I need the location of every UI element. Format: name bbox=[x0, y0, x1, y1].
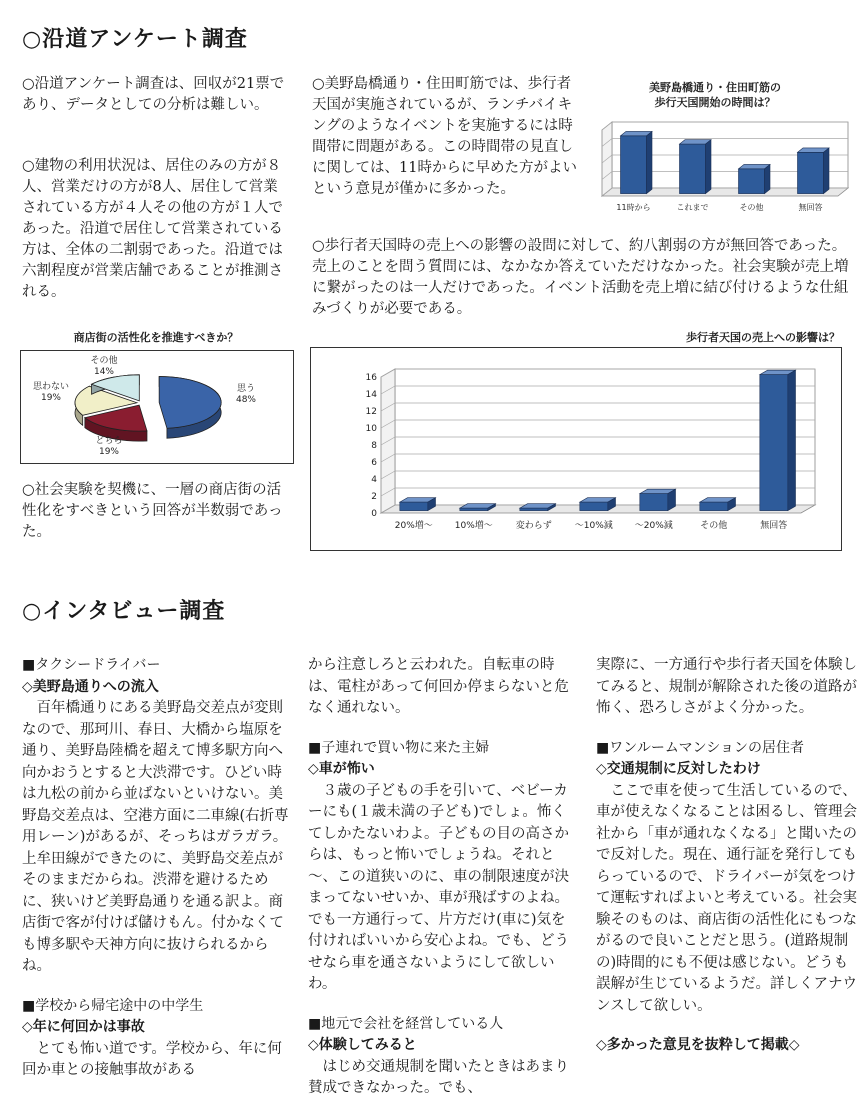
y-tick-label: 10 bbox=[365, 424, 377, 434]
interview-heading: ◇交通規制に反対したわけ bbox=[596, 761, 761, 777]
pie-label: 14% bbox=[93, 367, 115, 377]
bar bbox=[739, 169, 765, 194]
interview-column-3 bbox=[596, 655, 858, 1057]
interviewee-label: ■ワンルームマンションの居住者 bbox=[596, 739, 804, 756]
x-tick-label: 変わらず bbox=[515, 521, 552, 531]
bar bbox=[760, 375, 788, 511]
sales-chart-title: 歩行者天国の売上への影響は？ bbox=[686, 331, 840, 344]
x-tick-label: 10%増～ bbox=[454, 521, 493, 531]
pie-label: 48% bbox=[235, 395, 257, 405]
y-tick-label: 6 bbox=[371, 458, 377, 468]
y-tick-label: 8 bbox=[371, 441, 377, 451]
interview-heading: ◇車が怖い bbox=[308, 761, 375, 777]
interview-column-2 bbox=[308, 655, 580, 1100]
interview-text: ここで車を使って生活しているので、車が使えなくなることは困るし、管理会社から「車が通れなくなる」と聞いたので反対した。現在、通行証を発行してもらっているので、ドライバーが気をつけて運転すればよいと考えている。社会実験そのものは、商店街の活性化にもつながるので良いことだと思う。(道路規制の)時間的にも不便は感じない。どうも誤解が生じているようだ。詳しくアナウンスして欲しい。 bbox=[596, 782, 857, 1014]
interview-text: 百年橋通りにある美野島交差点が変則なので、那珂川、春日、大橋から塩原を通り、美野島陸橋を超えて博多駅方向へ向かおうとすると大渋滞です。ひどい時は九松の前から並ばないといけない。美野島交差点は、空港方面に二車線(右折専用レーン)があるが、そっちはガラガラ。上牟田線ができたのに、美野島交差点がそのままだからね。渋滞を避けるために、狭いけど美野島通りを通る訳よ。商店街で客が付けば儲けもん。付かなくても博多駅や天神方向に抜けられるからね。 bbox=[22, 700, 289, 974]
column-spacer bbox=[308, 720, 580, 738]
bar-side bbox=[706, 140, 712, 194]
pie-label: どちら bbox=[95, 436, 123, 446]
time-chart bbox=[588, 112, 860, 232]
bar bbox=[460, 508, 488, 511]
bar bbox=[700, 502, 728, 511]
bar bbox=[798, 152, 824, 193]
pie-chart bbox=[21, 351, 293, 463]
sales-chart-frame bbox=[310, 347, 842, 551]
x-tick-label: これまで bbox=[676, 203, 709, 212]
interview-heading: ◇年に何回かは事故 bbox=[22, 1019, 145, 1035]
y-tick-label: 0 bbox=[371, 509, 377, 519]
bar bbox=[680, 144, 706, 194]
y-tick-label: 14 bbox=[365, 390, 377, 400]
interviewee-label: ■タクシードライバー bbox=[22, 657, 161, 673]
interviewee-label: ■子連れで買い物に来た主婦 bbox=[308, 739, 490, 756]
pie-chart-title: 商店街の活性化を推進すべきか？ bbox=[73, 331, 239, 344]
column-spacer bbox=[596, 720, 858, 738]
interview-text: から注意しろと云われた。自転車の時は、電柱があって何回か停まらないと危なく通れない。 bbox=[308, 657, 569, 716]
x-tick-label: ～10%減 bbox=[574, 521, 613, 531]
column-spacer bbox=[308, 996, 580, 1014]
sales-chart bbox=[311, 348, 841, 550]
bar-side bbox=[824, 148, 830, 194]
x-tick-label: ～20%減 bbox=[634, 521, 673, 531]
interviewee-label: ■学校から帰宅途中の中学生 bbox=[22, 997, 204, 1014]
interview-text: 実際に、一方通行や歩行者天国を体験してみると、規制が解除された後の道路が怖く、恐ろしさがよく分かった。 bbox=[596, 657, 857, 716]
x-tick-label: その他 bbox=[739, 203, 764, 212]
column-spacer bbox=[22, 978, 292, 996]
bar-side bbox=[788, 370, 796, 510]
x-tick-label: 無回答 bbox=[798, 203, 823, 212]
bar bbox=[640, 494, 668, 511]
bar bbox=[520, 508, 548, 511]
survey-section-title: ○沿道アンケート調査 bbox=[22, 27, 248, 52]
bar-side bbox=[765, 164, 771, 193]
survey-paragraph-activation: ○社会実験を契機に、一層の商店街の活性化をすべきという回答が半数弱であった。 bbox=[22, 482, 283, 540]
time-chart-title: 美野島橋通り・住田町筋の 歩行天国開始の時間は？ bbox=[649, 81, 781, 109]
pie-chart-frame bbox=[20, 350, 294, 464]
x-tick-label: その他 bbox=[700, 521, 728, 531]
bar bbox=[621, 136, 647, 194]
bar-side bbox=[647, 131, 653, 193]
bar bbox=[580, 502, 608, 511]
pie-label: 19% bbox=[98, 447, 120, 457]
interview-text: とても怖い道です。学校から、年に何回か車との接触事故がある bbox=[22, 1040, 282, 1078]
pie-label: 思わない bbox=[32, 382, 70, 392]
interview-section-title: ○インタビュー調査 bbox=[22, 599, 226, 624]
survey-paragraph-sales-impact: ○歩行者天国時の売上への影響の設問に対して、約八割弱の方が無回答であった。売上のことを問う質問には、なかなか答えていただけなかった。社会実験が売上増に繋がったのは一人だけであった。イベント活動を売上増に結び付けるような仕組みづくりが必要である。 bbox=[312, 238, 849, 317]
y-tick-label: 4 bbox=[371, 475, 377, 485]
y-tick-label: 16 bbox=[365, 373, 377, 383]
x-tick-label: 20%増～ bbox=[394, 521, 433, 531]
x-tick-label: 11時から bbox=[616, 203, 651, 212]
pie-label: 19% bbox=[40, 393, 62, 403]
pie-label: 思う bbox=[236, 384, 256, 394]
interviewee-label: ■地元で会社を経営している人 bbox=[308, 1015, 504, 1032]
y-tick-label: 2 bbox=[371, 492, 377, 502]
column-spacer bbox=[596, 1017, 858, 1035]
interview-heading: ◇体験してみると bbox=[308, 1037, 417, 1053]
bar bbox=[400, 502, 428, 511]
interview-text: はじめ交通規制を聞いたときはあまり賛成できなかった。でも、 bbox=[308, 1058, 569, 1096]
y-tick-label: 12 bbox=[365, 407, 377, 417]
interview-heading: ◇多かった意見を抜粋して掲載◇ bbox=[596, 1037, 800, 1053]
survey-paragraph-time-slot: ○美野島橋通り・住田町筋では、歩行者天国が実施されているが、ランチバイキングのようなイベントを実施するには時間帯に問題がある。この時間帯の見直しに関しては、11時からに早めた方がよいという意見が僅かに多かった。 bbox=[312, 76, 577, 197]
interview-column-1 bbox=[22, 655, 292, 1082]
x-tick-label: 無回答 bbox=[760, 521, 788, 531]
survey-paragraph-collection: ○沿道アンケート調査は、回収が21票であり、データとしての分析は難しい。 bbox=[22, 76, 285, 113]
interview-heading: ◇美野島通りへの流入 bbox=[22, 678, 159, 695]
pie-label: その他 bbox=[90, 356, 118, 366]
interview-text: ３歳の子どもの手を引いて、ベビーカーにも(１歳未満の子ども)でしょ。怖くてしかたないわよ。子どもの目の高さからは、もっと怖いでしょうね。それと～、この道狭いのに、車の制限速度が決まってないせいか、車が飛ばすのよね。でも一方通行って、片方だけ(車に)気を付ければいいから安心よね。でも、どうせなら車を通さないようにして欲しいわ。 bbox=[308, 782, 569, 992]
survey-paragraph-building-use: ○建物の利用状況は、居住のみの方が８人、営業だけの方が8人、居住して営業されている方が４人その他の方が１人であった。沿道で居住して営業されている方は、全体の二割弱であった。沿道では六割程度が営業店舗であることが推測される。 bbox=[22, 158, 283, 300]
